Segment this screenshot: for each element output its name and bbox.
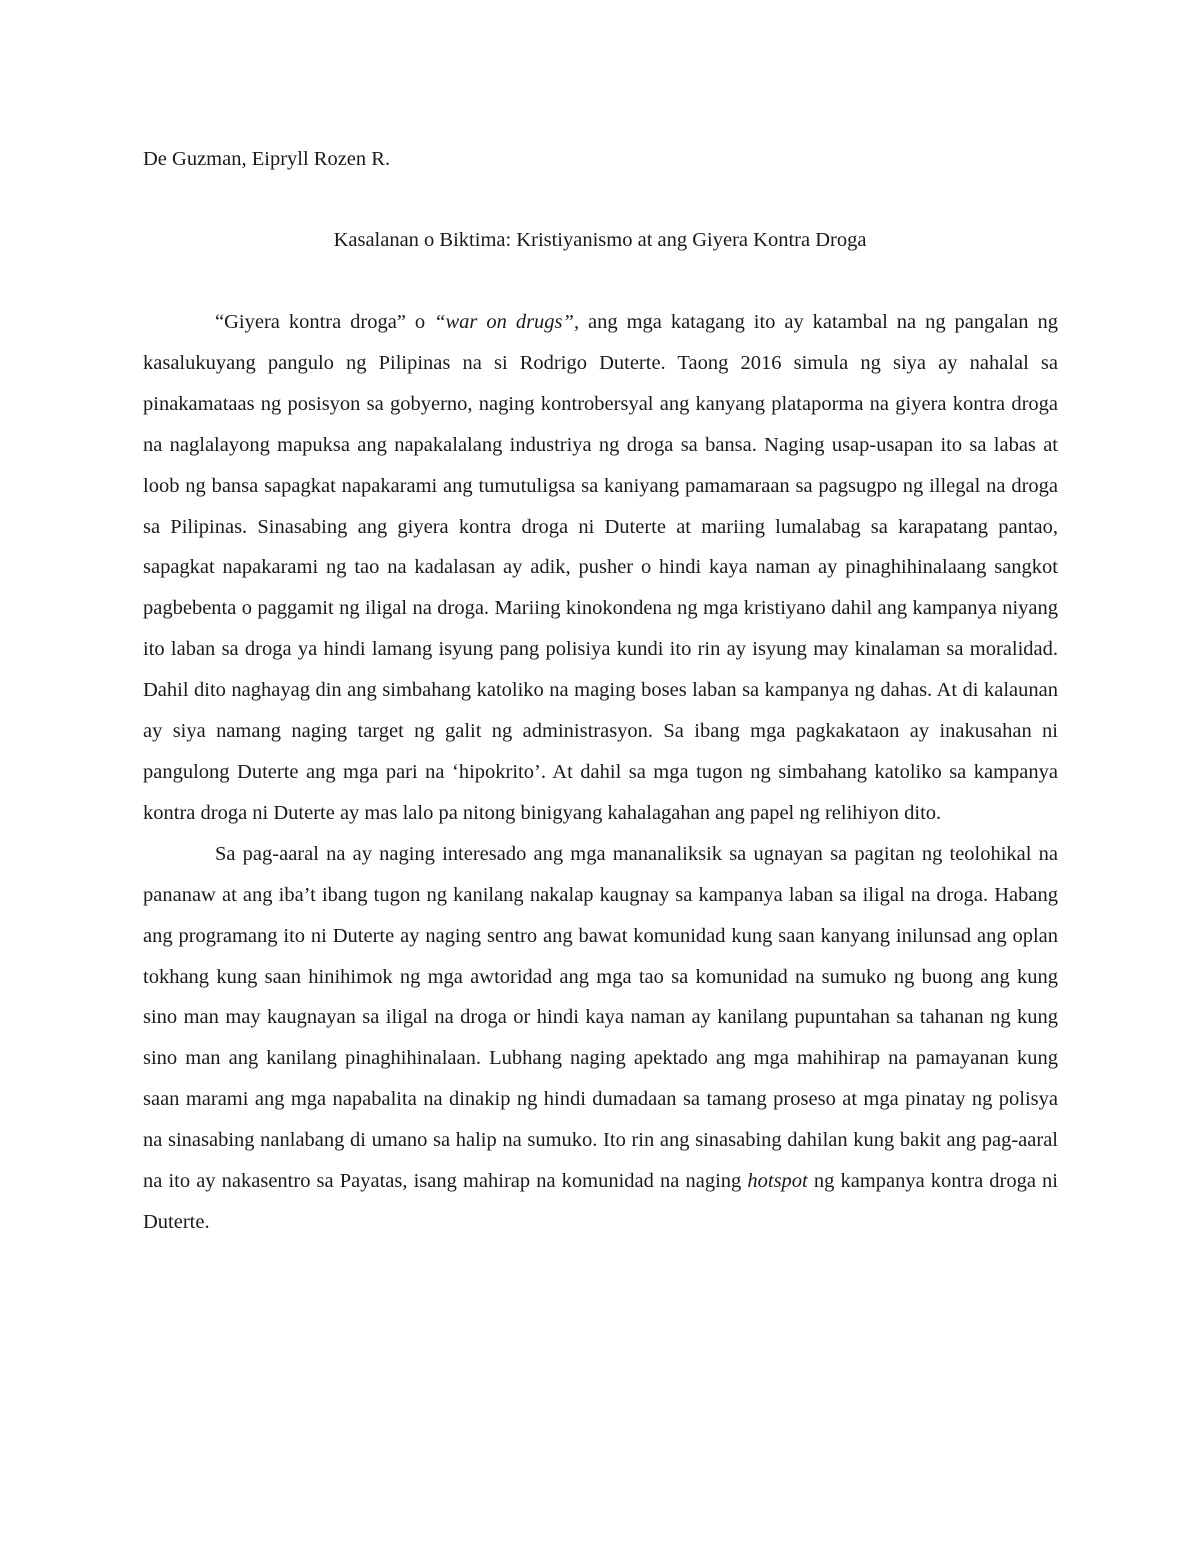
paragraph-1-italic-phrase: “war on drugs” [434,311,574,333]
author-name: De Guzman, Eipryll Rozen R. [143,148,391,170]
paragraph-1-segment-1: “Giyera kontra droga” o [215,311,435,333]
body-paragraph-2 [143,834,1058,1243]
essay-title: Kasalanan o Biktima: Kristiyanismo at ang Giyera Kontra Droga [333,229,867,251]
paragraph-2-italic-word: hotspot [747,1170,808,1193]
paragraph-2-segment-1: Sa pag-aaral na ay naging interesado ang mga mananaliksik sa ugnayan sa pagitan ng teolohikal na pananaw at ang iba’t ibang tugon ng kanilang nakalap kaugnay sa kampanya laban sa iligal na droga. Habang ang programang ito ni Duterte ay naging sentro ang bawat komunidad kung saan kanyang inilunsad ang oplan tokhang kung saan hinihimok ng mga awtoridad ang mga tao sa komunidad na sumuko ng buong ang kung sino man may kaugnayan sa iligal na droga or hindi kaya naman ay kanilang pupuntahan sa tahanan ng kung sino man ang kanilang pinaghihinalaan. Lubhang naging apektado ang mga mahihirap na pamayanan kung saan marami ang mga napabalita na dinakip ng hindi dumadaan sa tamang proseso at mga pinatay ng polisya na sinasabing nanlabang di umano sa halip na sumuko. Ito rin ang sinasabing dahilan kung bakit ang pag-aaral na ito ay nakasentro sa Payatas, isang mahirap na komunidad na naging [143,842,1058,1193]
paragraph-2-segment-3: ng kampanya kontra droga ni Duterte. [143,1170,1058,1233]
paragraph-1-segment-3: , ang mga katagang ito ay katambal na ng pangalan ng kasalukuyang pangulo ng Pilipinas na si Rodrigo Duterte. Taong 2016 simula ng siya ay nahalal sa pinakamataas ng posisyon sa gobyerno, naging kontrobersyal ang kanyang plataporma na giyera kontra droga na naglalayong mapuksa ang napakalalang industriya ng droga sa bansa. Naging usap-usapan ito sa labas at loob ng bansa sapagkat napakarami ang tumutuligsa sa kaniyang pamamaraan sa pagsugpo ng illegal na droga sa Pilipinas. Sinasabing ang giyera kontra droga ni Duterte at mariing lumalabag sa karapatang pantao, sapagkat napakarami ng tao na kadalasan ay adik, pusher o hindi kaya naman ay pinaghihinalaang sangkot pagbebenta o paggamit ng iligal na droga. Mariing kinokondena ng mga kristiyano dahil ang kampanya niyang ito laban sa droga ya hindi lamang isyung pang polisiya kundi ito rin ay isyung may kinalaman sa moralidad. Dahil dito naghayag din ang simbahang katoliko na maging boses laban sa kampanya ng dahas. At di kalaunan ay siya namang naging target ng galit ng administrasyon. Sa ibang mga pagkakataon ay inakusahan ni pangulong Duterte ang mga pari na ‘hipokrito’. At dahil sa mga tugon ng simbahang katoliko sa kampanya kontra droga ni Duterte ay mas lalo pa nitong binigyang kahalagahan ang papel ng relihiyon dito. [143,311,1058,824]
body-paragraph-1 [143,302,1058,834]
essay-body [143,302,1058,1243]
